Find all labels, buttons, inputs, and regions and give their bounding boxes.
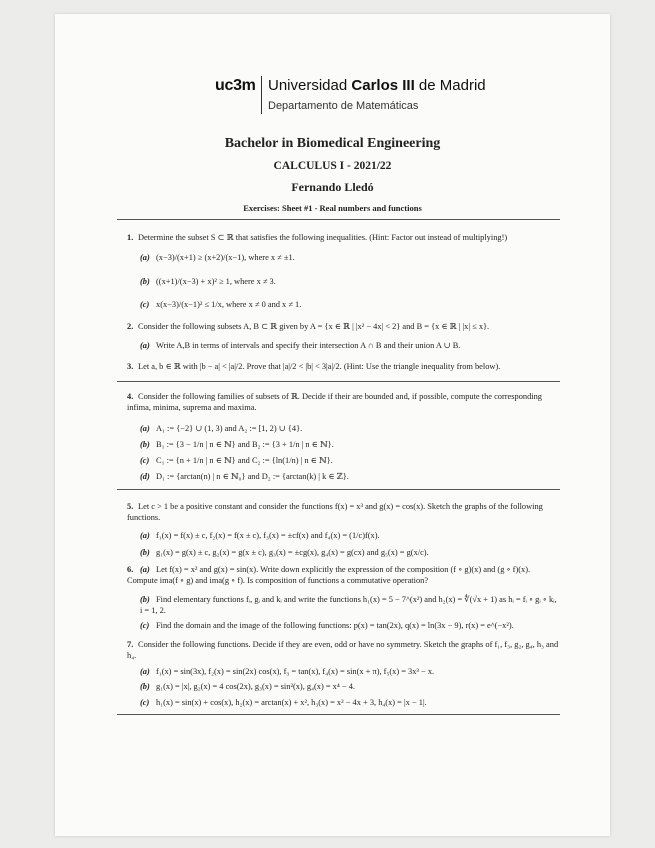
item-text: B₁ := {3 − 1/n | n ∈ ℕ} and B₂ := {3 + 1/n | n ∈ ℕ}. <box>156 440 334 449</box>
exercise-1 <box>127 232 559 243</box>
exercise-4b <box>140 439 334 450</box>
exercise-number: 5. <box>127 502 134 511</box>
exercise-text: Consider the following functions. Decide if they are even, odd or have no symmetry. Sketch the graphs of f₁, f₃, g₂, g₄, h₃ and h₄. <box>127 640 559 660</box>
logo-divider <box>261 76 262 114</box>
exercise-2a <box>140 340 460 351</box>
item-label: (a) <box>140 565 150 574</box>
department-name: Departamento de Matemáticas <box>268 100 419 112</box>
exercise-4c <box>140 455 333 466</box>
item-text: (x−3)/(x+1) ≥ (x+2)/(x−1), where x ≠ ±1. <box>156 253 295 262</box>
exercise-5 <box>127 501 559 523</box>
exercise-6b <box>140 594 557 616</box>
item-label: (a) <box>140 253 150 262</box>
exercise-1b <box>140 276 276 287</box>
item-text: Find the domain and the image of the following functions: p(x) = tan(2x), q(x) = ln(3x − 9), r(x) = e^(−x²). <box>156 621 514 630</box>
degree-title: Bachelor in Biomedical Engineering <box>224 136 441 151</box>
exercise-3 <box>127 361 559 372</box>
exercise-1a <box>140 252 295 263</box>
item-text: A₁ := {−2} ∪ (1, 3) and A₂ := [1, 2) ∪ {4}. <box>156 424 303 433</box>
sheet-title: Exercises: Sheet #1 - Real numbers and functions <box>243 203 422 213</box>
item-label: (a) <box>140 341 150 350</box>
item-text: f₁(x) = f(x) ± c, f₂(x) = f(x ± c), f₃(x) = ±cf(x) and f₄(x) = (1/c)f(x). <box>156 531 380 540</box>
exercise-5a <box>140 530 380 541</box>
item-label: (b) <box>140 277 150 286</box>
item-text: g₁(x) = |x|, g₂(x) = 4 cos(2x), g₃(x) = sin²(x), g₄(x) = x⁴ − 4. <box>156 682 355 691</box>
exercise-number: 7. <box>127 640 134 649</box>
item-text: Write A,B in terms of intervals and specify their intersection A ∩ B and their union A ∪ B. <box>156 341 461 350</box>
course-title: CALCULUS I - 2021/22 <box>273 160 392 172</box>
item-label: (a) <box>140 667 150 676</box>
exercise-4d <box>140 471 349 482</box>
exercise-4 <box>127 391 559 413</box>
item-text: Find elementary functions fᵢ, gᵢ and kᵢ and write the functions h₁(x) = 5 − 7^(x²) and h₂(x) = ∜(√x + 1) as hᵢ = fᵢ ∘ gᵢ ∘ kᵢ, i = 1, 2. <box>140 595 557 615</box>
item-text: f₁(x) = sin(3x), f₂(x) = sin(2x) cos(x), f₃ = tan(x), f₄(x) = sin(x + π), f₅(x) = 3x³ − x. <box>156 667 435 676</box>
university-bold: Carlos III <box>351 77 415 94</box>
item-text: g₁(x) = g(x) ± c, g₂(x) = g(x ± c), g₃(x) = ±cg(x), g₄(x) = g(cx) and g₅(x) = g(x/c). <box>156 548 429 557</box>
divider <box>117 381 560 382</box>
university-suffix: de Madrid <box>418 77 486 94</box>
exercise-text: Consider the following families of subsets of ℝ. Decide if their are bounded and, if possible, compute the corresponding infima, minima, suprema and maxima. <box>127 392 542 412</box>
item-text: x(x−3)/(x−1)² ≤ 1/x, where x ≠ 0 and x ≠ 1. <box>156 300 302 309</box>
exercise-text: Let a, b ∈ ℝ with |b − a| < |a|/2. Prove that |a|/2 < |b| < 3|a|/2. (Hint: Use the triangle inequality from below). <box>138 362 501 371</box>
item-label: (b) <box>140 595 150 604</box>
exercise-7c <box>140 697 427 708</box>
item-text: C₁ := {n + 1/n | n ∈ ℕ} and C₂ := {ln(1/n) | n ∈ ℕ}. <box>156 456 333 465</box>
exercise-7a <box>140 666 434 677</box>
exercise-number: 1. <box>127 233 134 242</box>
item-label: (b) <box>140 682 150 691</box>
divider <box>117 219 560 220</box>
exercise-6c <box>140 620 514 631</box>
exercise-text: Determine the subset S ⊂ ℝ that satisfies the following inequalities. (Hint: Factor out instead of multiplying!) <box>138 233 508 242</box>
exercise-number: 3. <box>127 362 134 371</box>
university-prefix: Universidad <box>268 77 348 94</box>
university-name <box>268 77 486 94</box>
exercise-number: 4. <box>127 392 134 401</box>
exercise-5b <box>140 547 429 558</box>
item-label: (a) <box>140 531 150 540</box>
exercise-6a <box>127 564 557 586</box>
exercise-7b <box>140 681 355 692</box>
uc3m-logo-text: uc3m <box>215 77 256 94</box>
exercise-2 <box>127 321 559 332</box>
exercise-number: 6. <box>127 565 134 574</box>
author-name: Fernando Lledó <box>291 180 374 194</box>
item-label: (c) <box>140 621 150 630</box>
item-label: (b) <box>140 548 150 557</box>
item-label: (c) <box>140 698 150 707</box>
exercise-4a <box>140 423 302 434</box>
exercise-7 <box>127 639 559 661</box>
exercise-number: 2. <box>127 322 134 331</box>
item-text: D₁ := {arctan(n) | n ∈ ℕ₀} and D₂ := {arctan(k) | k ∈ ℤ}. <box>156 472 349 481</box>
exercise-text: Let c > 1 be a positive constant and consider the functions f(x) = x³ and g(x) = cos(x). Sketch the graphs of the following functions. <box>127 502 543 522</box>
item-label: (c) <box>140 456 150 465</box>
item-label: (c) <box>140 300 150 309</box>
item-label: (a) <box>140 424 150 433</box>
divider <box>117 714 560 715</box>
item-label: (b) <box>140 440 150 449</box>
exercise-1c <box>140 299 301 310</box>
item-text: ((x+1)/(x−3) + x)² ≥ 1, where x ≠ 3. <box>156 277 276 286</box>
divider <box>117 489 560 490</box>
item-text: h₁(x) = sin(x) + cos(x), h₂(x) = arctan(x) + x², h₃(x) = x² − 4x + 3, h₄(x) = |x − 1|. <box>156 698 427 707</box>
exercise-sheet-page <box>55 14 610 836</box>
item-label: (d) <box>140 472 150 481</box>
item-text: Let f(x) = x² and g(x) = sin(x). Write down explicitly the expression of the composition (f ∘ g)(x) and (g ∘ f)(x). Compute ima(f ∘ g) and ima(g ∘ f). Is composition of functions a commutative operation? <box>127 565 531 585</box>
exercise-text: Consider the following subsets A, B ⊂ ℝ given by A = {x ∈ ℝ | |x² − 4x| < 2} and B = {x ∈ ℝ | |x| ≤ x}. <box>138 322 490 331</box>
